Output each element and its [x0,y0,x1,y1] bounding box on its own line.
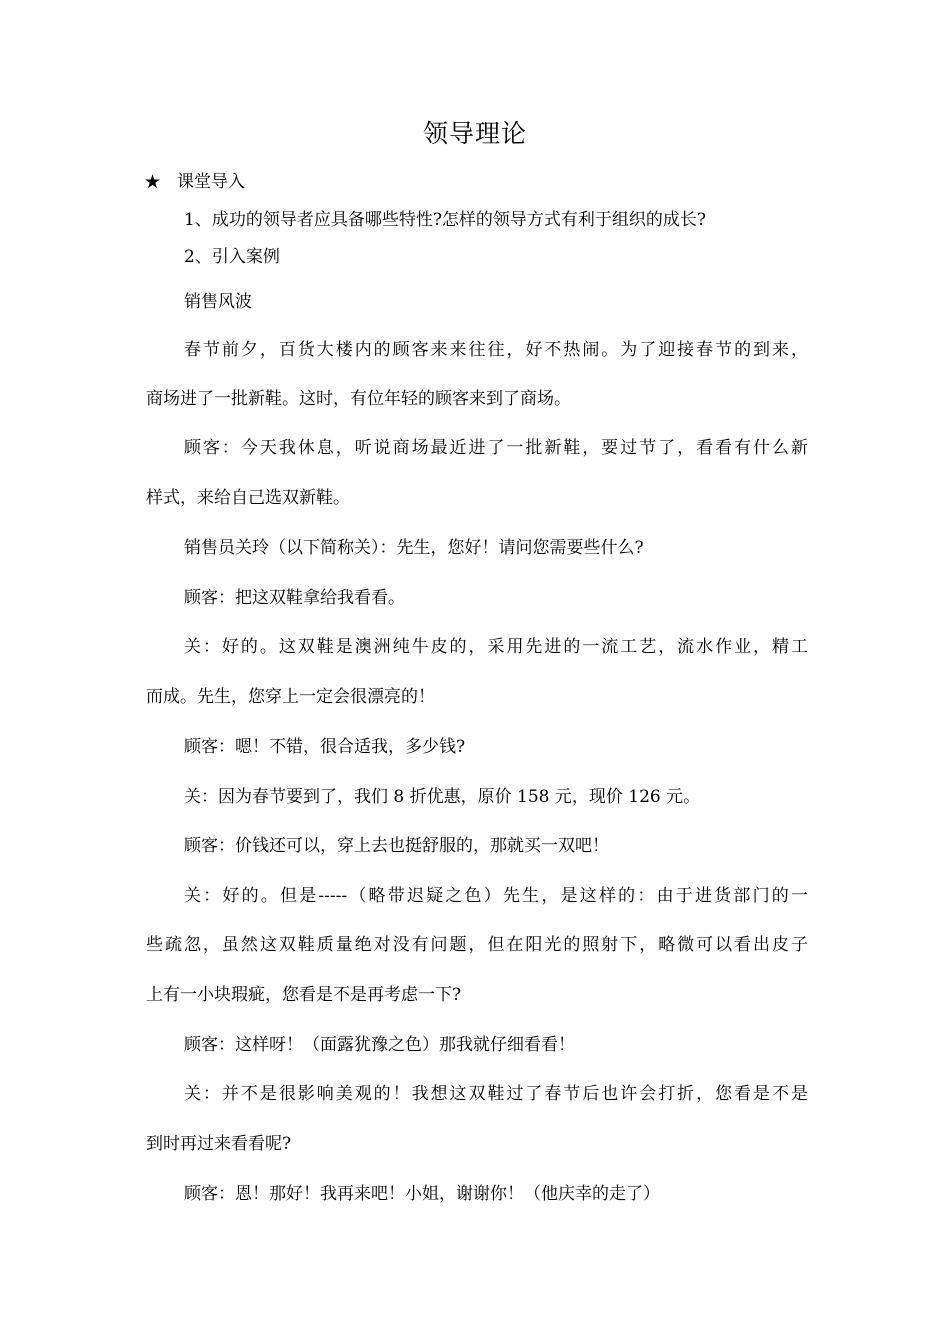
dialogue-line: 而成。先生，您穿上一定会很漂亮的！ [146,687,435,707]
dialogue-line: 销售员关玲（以下简称关）：先生，您好！请问您需要些什么? [184,538,644,558]
question-line: 1、成功的领导者应具备哪些特性?怎样的领导方式有利于组织的成长? [184,210,707,230]
paragraph-line: 春节前夕，百货大楼内的顾客来来往往，好不热闹。为了迎接春节的到来， [184,340,808,360]
star-icon: ★ [144,171,162,193]
dialogue-line: 顾客：这样呀！（面露犹豫之色）那我就仔细看看！ [184,1035,575,1055]
dialogue-line: 关：好的。这双鞋是澳洲纯牛皮的，采用先进的一流工艺，流水作业，精工 [184,637,808,657]
dialogue-line: 样式，来给自己选双新鞋。 [146,488,350,508]
case-title: 销售风波 [184,292,252,312]
dialogue-line: 顾客：把这双鞋拿给我看看。 [184,588,405,608]
dialogue-line: 些疏忽，虽然这双鞋质量绝对没有问题，但在阳光的照射下，略微可以看出皮子 [146,935,808,955]
section-heading: 课堂导入 [177,172,245,192]
dialogue-line: 关：好的。但是-----（略带迟疑之色）先生，是这样的：由于进货部门的一 [184,886,808,906]
dialogue-line: 顾客：恩！那好！我再来吧！小姐，谢谢你！（他庆幸的走了） [184,1184,660,1204]
paragraph-line: 商场进了一批新鞋。这时，有位年轻的顾客来到了商场。 [146,389,571,409]
case-intro-line: 2、引入案例 [184,247,280,267]
dialogue-line: 上有一小块瑕疵，您看是不是再考虑一下? [146,985,462,1005]
dialogue-line: 顾客：今天我休息，听说商场最近进了一批新鞋，要过节了，看看有什么新 [184,438,808,458]
dialogue-line: 顾客：价钱还可以，穿上去也挺舒服的，那就买一双吧！ [184,836,609,856]
dialogue-line: 关：并不是很影响美观的！我想这双鞋过了春节后也许会打折，您看是不是 [184,1084,808,1104]
dialogue-line: 顾客：嗯！不错，很合适我，多少钱? [184,737,466,757]
document-title: 领导理论 [422,119,527,148]
dialogue-line: 到时再过来看看呢? [146,1134,292,1154]
dialogue-line: 关：因为春节要到了，我们 8 折优惠，原价 158 元，现价 126 元。 [184,787,701,807]
